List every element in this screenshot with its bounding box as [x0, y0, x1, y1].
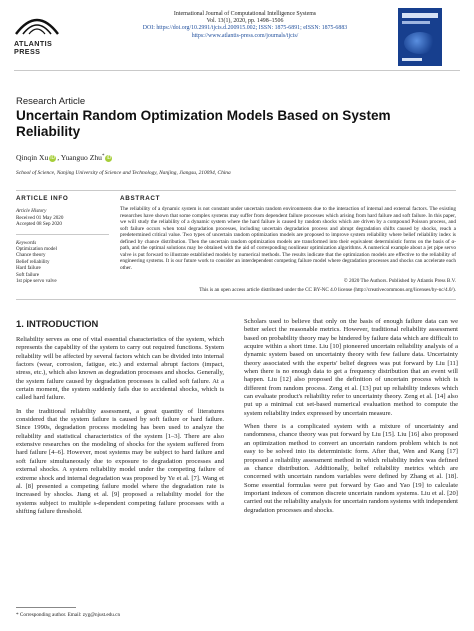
footnote: * Corresponding author. Email: zyg@njust.edu.cn [16, 612, 121, 618]
author-1: Qinqin Xu [16, 153, 49, 162]
journal-url[interactable]: https://www.atlantis-press.com/journals/ijcis/ [191, 32, 299, 39]
volume-line: Vol. 13(1), 2020, pp. 1498–1506 [206, 18, 284, 25]
paragraph: In the traditional reliability assessment, a great quantity of literatures considered that the system failure is caused by soft failure or hard failure. Since 1990s, degradation process modeling has been used to analyze the reliability and statistical characteristics of the system [1–3]. There are also extensive researches on the modeling of shocks for the system suffered from hard failure [4–6]. However, most systems may be subject to hard failure and soft failure simultaneously due to exposure to degradation processes and external shocks. A system reliability model under the competing failure of extreme shock and internal degradation was proposed by Ye et al. [7]. Wang et al. [8] presented a competing failure model where the degradation rate is increased by shocks. Jiang et al. [9] proposed a reliability model for the systems subject to multiple s-dependent competing failure processes with a shifting failure threshold. [16, 407, 224, 515]
logo-line-2: PRESS [14, 47, 41, 56]
keyword-item: Soft failure [16, 271, 40, 278]
keyword-item: Chance theory [16, 252, 46, 259]
license-line[interactable]: This is an open access article distributed under the CC BY-NC 4.0 license (http://creativecommons.org/licenses/by-nc/4.0/). [199, 287, 456, 293]
journal-name: International Journal of Computational Intelligence Systems [173, 11, 317, 17]
keyword-item: Optimization model [16, 246, 57, 253]
article-title: Uncertain Random Optimization Models Based on System Reliability [16, 108, 391, 139]
section-heading-introduction: 1. INTRODUCTION [16, 318, 99, 329]
paragraph: Scholars used to believe that only on the basis of enough failure data can we better select the reasonable metrics. However, traditional reliability assessment based on probability theory may be hindered by failure data which are difficult to acquire within a short time. Liu [10] pioneered uncertain reliability analysis of a dynamic system based on uncertainty theory with few failure data. Uncertainty theory associated with the experts' belief degrees was put forward by Liu [11] when there is no enough data to get a frequency distribution that an event will happen. Liu [12] also proposed the definition of uncertain process which is different from random process. Zeng et al. [13] put up reliability indexes which can evaluate product's reliability refer to uncertainty theory. Zeng et al. [14] also put up a minimal cut set-based numerical evaluation method to compute the system reliability index expressed by uncertain measure. [244, 318, 458, 417]
authors: Qinqin Xu iD , Yuanguo Zhu* iD [16, 153, 112, 162]
atlantis-logo-icon [14, 12, 60, 38]
logo-line-1: ATLANTIS [14, 39, 53, 48]
copyright-line: © 2020 The Authors. Published by Atlantis Press B.V. [343, 278, 456, 284]
meta-bottom-rule [16, 299, 456, 300]
meta-top-rule [16, 190, 456, 191]
left-column [16, 336, 224, 521]
history-label: Article History [16, 208, 47, 215]
header-rule [14, 70, 460, 71]
article-type: Research Article [16, 96, 86, 107]
info-rule [16, 234, 109, 235]
article-info [16, 195, 109, 285]
keyword-item: Belief reliability [16, 258, 50, 265]
author-2: Yuanguo Zhu [60, 153, 102, 162]
abstract-text: The reliability of a dynamic system is not constant under uncertain random environments due to the interaction of internal and external factors. The existing researches have shown that some complex systems may suffer from dependent failure processes which arising from hard failure and soft failure. In this paper, we will study the reliability of a dynamic system where the hard failure is caused by random shocks which are driven by a compound Poisson process, and soft failure occurs when total degradation processes, including uncertain degradation process and abrupt degradation shifts caused by shocks, reach a predetermined critical value. Two types of uncertain random optimization models are proposed to improve system reliability where belief reliability index is defined by chance distribution. Then the uncertain random optimization models are transformed into their equivalent deterministic forms on the basis of α-path, and the optimal solutions may be obtained with the aid of corresponding nonlinear optimization algorithms. A numerical example about a jet pipe servo valve is put forward to illustrate established models by numerical methods. The results indicate that the optimization models are effective to the reliability of engineering systems. It is our future work to consider an interdependent competing failure model where degradation processes and shocks can accelerate each other. [120, 206, 456, 271]
received-date: Received 01 May 2020 [16, 214, 64, 221]
publisher-logo-text [14, 40, 52, 56]
right-column [244, 318, 458, 520]
accepted-date: Accepted 08 Sep 2020 [16, 221, 62, 228]
article-info-heading: ARTICLE INFO [16, 195, 69, 202]
abstract-heading: ABSTRACT [120, 195, 161, 202]
journal-header [100, 11, 390, 40]
orcid-icon[interactable]: iD [106, 155, 112, 161]
keyword-item: 1st pipe servo valve [16, 278, 57, 285]
keywords-label: Keywords [16, 239, 37, 246]
affiliation: School of Science, Nanjing University of Science and Technology, Nanjing, Jiangsu, 210094, China [16, 170, 231, 176]
paragraph: When there is a complicated system with a mixture of uncertainty and randomness, chance theory was put forward by Liu [15]. Liu [16] also proposed an optimization method to convert an uncertain random problem which is not easy to be solved into its deterministic form. After that, Wen and Kang [17] proposed a reliability assessment method in which reliability index was defined as chance distribution. Additionally, belief reliability metrics which are concerned with uncertain random variables were defined by Zhang et al. [18]. Some essential formulas were put forward by Gao and Yao [19] to calculate important indexes of common discrete uncertain random systems. Liu et al. [20] carried out the reliability analysis for uncertain random systems with independent degradation processes and shocks. [244, 423, 458, 514]
keyword-item: Hard failure [16, 265, 41, 272]
journal-cover-thumbnail[interactable] [398, 8, 442, 66]
footnote-rule [16, 607, 76, 608]
abstract [120, 195, 456, 271]
orcid-icon[interactable]: iD [50, 155, 56, 161]
doi-line[interactable]: DOI: https://doi.org/10.2991/ijcis.d.200915.002; ISSN: 1875-6891; eISSN: 1875-6883 [142, 25, 348, 32]
paragraph: Reliability serves as one of vital essential characteristics of the system, which represents the capability of the system to carry out required functions. System reliability will be affected by several factors which can be divided into internal factors (wear, corrosion, fatigue, etc.) and external abrupt factors (impact, stress, etc.), which also known as degradation processes and shocks. Generally, the system failure caused by degradation processes is called soft failure. At a certain moment, the system suddenly fails due to accidental shocks, which is called hard failure. [16, 336, 224, 402]
